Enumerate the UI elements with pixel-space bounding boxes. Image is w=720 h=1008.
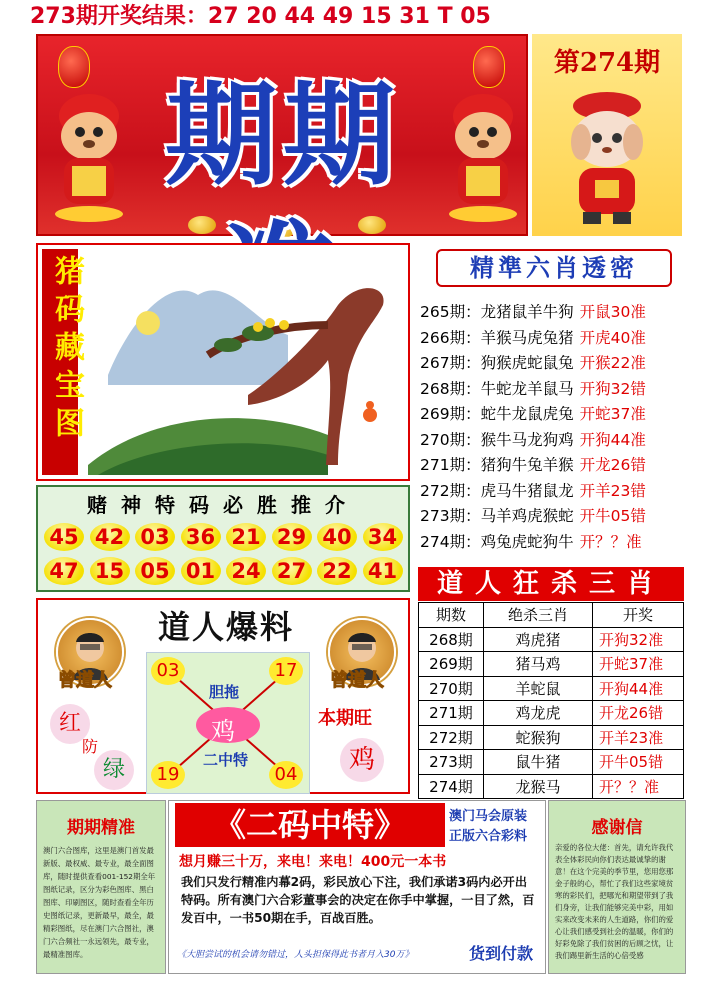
special-code-ball: 15 <box>90 557 130 585</box>
lantern-icon <box>473 46 505 88</box>
kill-three-table <box>418 602 684 799</box>
special-code-ball: 01 <box>181 557 221 585</box>
column-header: 开奖 <box>593 603 684 628</box>
table-header-row <box>419 603 684 628</box>
six-zodiac-title: 精準六肖透密 <box>470 253 638 282</box>
list-item: 269期：蛇牛龙鼠虎兔 开蛇37准 <box>420 405 646 423</box>
special-code-ball: 40 <box>317 523 357 551</box>
special-code-ball: 05 <box>135 557 175 585</box>
tip-number: 19 <box>151 761 185 789</box>
green-badge: 绿 <box>94 750 134 790</box>
ad-slogan: 想月赚三十万，来电！来电！400元一本书 <box>179 854 447 870</box>
dog-mascot-icon <box>557 84 657 229</box>
list-item: 273期：马羊鸡虎猴蛇 开牛05错 <box>420 507 646 525</box>
thank-you-letter-panel <box>548 800 686 974</box>
daoren-tips-panel <box>36 598 410 794</box>
special-code-ball: 42 <box>90 523 130 551</box>
center-animal: 鸡 <box>211 717 235 745</box>
issue-box <box>532 34 682 236</box>
dog-mascot-icon <box>438 86 528 226</box>
special-code-ball: 36 <box>181 523 221 551</box>
red-badge: 红 <box>50 704 90 744</box>
kill-three-title: 道人狂杀三肖 <box>436 569 665 599</box>
table-row: 274期 龙猴马 开？？准 <box>419 774 684 799</box>
dan-tuo-label: 胆拖 <box>209 683 240 701</box>
title-banner <box>36 34 528 236</box>
treasure-map-label: 猪码藏宝图 <box>49 255 84 445</box>
table-row: 271期 鸡龙虎 开龙26错 <box>419 701 684 726</box>
panel-body: 澳门六合图库，这里是澳门首发最新版、最权威、最专业，最全面图库，随时提供查看001-152期全年图纸记录，区分为彩色图库、黑白图库、印刷图区，随时查看全年历史图纸记录，更新最早，最全，最精彩图纸，尽在澳门六合图社，澳门六合频社一永远领先，最专业，最精准图库。 <box>43 846 156 959</box>
ad-side-line-1: 澳门马会原装 <box>449 809 528 824</box>
table-row: 270期 羊蛇鼠 开狗44准 <box>419 676 684 701</box>
special-code-ball: 29 <box>272 523 312 551</box>
ad-body: 我们只发行精准内幕2码，彩民放心下注，我们承诺3码内必开出特码。所有澳门六合彩董事会的决定在你手中掌握，一目了然，百发百中，一书50期在手，百战百胜。 <box>181 875 535 925</box>
panel-title: 感谢信 <box>591 818 643 838</box>
special-code-title: 赌神特码必胜推介 <box>87 493 359 517</box>
six-zodiac-list <box>420 300 688 560</box>
special-code-ball: 45 <box>44 523 84 551</box>
accuracy-info-panel <box>36 800 166 974</box>
two-hit-label: 二中特 <box>203 751 249 769</box>
list-item: 268期：牛蛇龙羊鼠马 开狗32错 <box>420 379 646 398</box>
guard-label: 防 <box>82 737 99 756</box>
ad-footer: 《大胆尝试的机会请勿错过，人头担保得此书者月入30万》 <box>177 950 414 960</box>
latest-result-line: 273期开奖结果：27 20 44 49 15 31 T 05 <box>30 4 491 29</box>
panel-body: 亲爱的各位大佬：首先，请允许我代表全体彩民向你们表达最诚挚的谢意！在这个完美的季节里，您用您那金子般的心，帮忙了我们这些家境贫寒的彩民们，把哪光和期望带到了我们身旁，让我们能够完美中彩，用如实来改变未来的人生道路，你们的爱心让我们感受到社会的温暖，你们的好彩免除了我们贫困的后顾之忧，让我们踢里新生活的心倍受感 <box>555 843 674 960</box>
page-title: 期期 <box>165 71 401 201</box>
ad-side-line-2: 正版六合彩料 <box>449 829 528 844</box>
table-row: 273期 鼠牛猪 开牛05错 <box>419 750 684 775</box>
code-diagram <box>146 652 310 794</box>
table-row: 269期 猪马鸡 开蛇37准 <box>419 652 684 677</box>
six-zodiac-title-box <box>436 249 672 287</box>
treasure-map-panel <box>36 243 410 481</box>
special-code-ball: 27 <box>272 557 312 585</box>
list-item: 266期：羊猴马虎兔猪 开虎40准 <box>420 328 646 347</box>
special-code-ball: 21 <box>226 523 266 551</box>
special-code-ball: 41 <box>363 557 403 585</box>
tip-number: 03 <box>151 657 185 685</box>
ad-headline: 《二码中特》 <box>175 803 445 847</box>
lucky-label: 本期旺 <box>318 708 372 729</box>
daoren-name-left: 曾道人 <box>58 670 112 691</box>
special-code-ball: 22 <box>317 557 357 585</box>
tip-number: 04 <box>269 761 303 789</box>
issue-number: 第274期 <box>553 48 661 78</box>
kill-three-title-box <box>418 567 684 601</box>
special-code-ball: 24 <box>226 557 266 585</box>
table-row: 272期 蛇猴狗 开羊23准 <box>419 725 684 750</box>
special-code-ball: 47 <box>44 557 84 585</box>
tip-number: 17 <box>269 657 303 685</box>
treasure-map-illustration <box>88 265 398 475</box>
daoren-name-right: 曾道人 <box>330 670 384 691</box>
special-code-panel <box>36 485 410 592</box>
treasure-map-label-strip <box>42 249 84 475</box>
list-item: 267期：狗猴虎蛇鼠兔 开猴22准 <box>420 354 646 372</box>
cash-on-delivery-label: 货到付款 <box>469 944 534 963</box>
list-item: 265期：龙猪鼠羊牛狗 开鼠30准 <box>420 303 646 321</box>
list-item: 272期：虎马牛猪鼠龙 开羊23错 <box>420 481 646 500</box>
special-code-ball: 03 <box>135 523 175 551</box>
panel-title: 期期精准 <box>67 818 135 838</box>
column-header: 期数 <box>419 603 484 628</box>
list-item: 270期：猴牛马龙狗鸡 开狗44准 <box>420 430 646 449</box>
two-code-ad-panel <box>168 800 546 974</box>
daoren-tips-title: 道人爆料 <box>157 608 294 646</box>
table-row: 268期 鸡虎猪 开狗32准 <box>419 627 684 652</box>
lucky-animal: 鸡 <box>340 738 384 782</box>
list-item: 271期：猪狗牛兔羊猴 开龙26错 <box>420 456 646 474</box>
lantern-icon <box>58 46 90 88</box>
column-header: 绝杀三肖 <box>484 603 593 628</box>
special-code-ball: 34 <box>363 523 403 551</box>
list-item: 274期：鸡兔虎蛇狗牛 开？？准 <box>420 532 642 551</box>
